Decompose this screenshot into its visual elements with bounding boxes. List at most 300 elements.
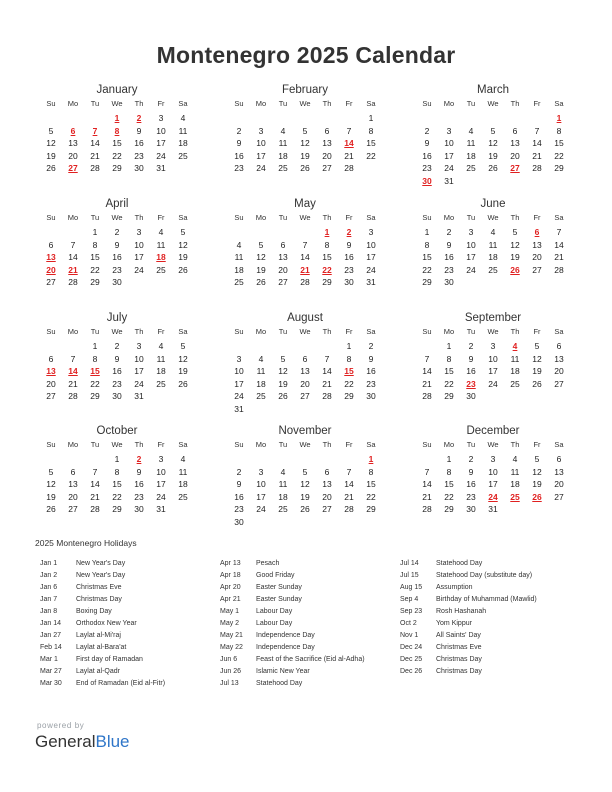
day: 25 <box>256 391 266 401</box>
day: 10 <box>256 479 266 489</box>
weekday-label: Th <box>134 440 144 449</box>
day: 21 <box>422 491 432 502</box>
day: 13 <box>322 138 332 148</box>
day: 18 <box>510 366 520 376</box>
day: 22 <box>444 378 454 389</box>
weekday-label: Sa <box>366 213 376 222</box>
weekday-label: Sa <box>178 213 188 222</box>
holiday-name: Christmas Day <box>76 596 122 603</box>
holiday-day: 21 <box>300 264 310 275</box>
day: 28 <box>322 391 332 401</box>
day: 3 <box>236 353 242 364</box>
holiday-date: Sep 4 <box>400 596 419 603</box>
brand-logo[interactable] <box>35 732 130 752</box>
day: 18 <box>234 264 244 275</box>
day: 9 <box>368 353 374 364</box>
day: 14 <box>422 479 432 489</box>
day: 17 <box>234 378 244 389</box>
day: 24 <box>488 378 498 389</box>
day: 14 <box>90 479 100 489</box>
day: 15 <box>322 252 332 262</box>
holiday-entry <box>40 642 210 654</box>
holiday-day: 13 <box>46 366 56 376</box>
weekday-header <box>228 439 382 453</box>
day: 12 <box>300 138 310 148</box>
day: 8 <box>346 353 352 364</box>
month-march <box>416 82 570 187</box>
empty-cell <box>294 112 316 125</box>
holiday-entry <box>220 606 390 618</box>
day: 27 <box>68 504 78 514</box>
weekday-header <box>40 439 194 453</box>
holiday-day: 1 <box>324 227 330 237</box>
holiday-day: 2 <box>136 454 142 464</box>
weekday-label: Tu <box>278 99 288 108</box>
day: 31 <box>134 391 144 401</box>
day: 12 <box>46 138 56 148</box>
day: 5 <box>48 125 54 136</box>
holiday-date: Dec 26 <box>400 668 423 675</box>
day: 11 <box>488 239 498 250</box>
weekday-label: Tu <box>278 440 288 449</box>
day: 3 <box>158 113 164 123</box>
holiday-entry <box>220 594 390 606</box>
month-name: May <box>294 198 316 210</box>
holiday-entry <box>400 630 570 642</box>
holiday-entry <box>220 678 390 690</box>
day: 7 <box>346 466 352 477</box>
day: 25 <box>178 491 188 502</box>
weekday-label: Fr <box>157 99 165 108</box>
day: 24 <box>444 163 454 173</box>
day: 26 <box>256 277 266 287</box>
empty-cell <box>250 340 272 353</box>
day: 14 <box>554 239 564 250</box>
holiday-day: 2 <box>136 113 142 123</box>
month-september <box>416 310 570 403</box>
holiday-day: 15 <box>344 366 354 376</box>
day: 8 <box>556 125 562 136</box>
day: 12 <box>178 239 188 250</box>
holiday-day: 6 <box>70 125 76 136</box>
weekday-label: Fr <box>345 440 353 449</box>
day: 14 <box>68 252 78 262</box>
day: 1 <box>92 227 98 237</box>
day: 12 <box>256 252 266 262</box>
day: 5 <box>280 353 286 364</box>
empty-cell <box>62 226 84 239</box>
holiday-day: 27 <box>68 163 78 173</box>
weekday-label: Su <box>46 99 56 108</box>
day: 23 <box>112 264 122 275</box>
day: 13 <box>510 138 520 148</box>
day: 21 <box>90 150 100 161</box>
holiday-date: Apr 21 <box>220 596 241 603</box>
day: 10 <box>156 125 166 136</box>
day: 22 <box>344 378 354 389</box>
day: 19 <box>256 264 266 275</box>
holiday-name: New Year's Day <box>76 560 126 567</box>
day: 8 <box>424 239 430 250</box>
day: 17 <box>488 366 498 376</box>
weekday-label: Tu <box>466 213 476 222</box>
day: 10 <box>134 239 144 250</box>
day: 23 <box>134 491 144 502</box>
weekday-label: Fr <box>157 213 165 222</box>
day: 11 <box>278 479 288 489</box>
day: 27 <box>554 491 564 502</box>
day: 15 <box>366 138 376 148</box>
day: 28 <box>422 391 432 401</box>
holiday-entry <box>400 606 570 618</box>
holiday-name: Birthday of Muhammad (Mawlid) <box>436 596 537 603</box>
day: 22 <box>112 491 122 502</box>
day: 25 <box>278 504 288 514</box>
holiday-date: Apr 13 <box>220 560 241 567</box>
month-name: July <box>106 312 128 324</box>
day: 24 <box>234 391 244 401</box>
day: 6 <box>556 454 562 464</box>
holiday-column <box>40 558 210 690</box>
day: 28 <box>422 504 432 514</box>
day: 28 <box>300 277 310 287</box>
holiday-day: 23 <box>466 378 476 389</box>
day: 7 <box>424 466 430 477</box>
holiday-date: Jan 6 <box>40 584 58 591</box>
day: 12 <box>532 466 542 477</box>
day: 22 <box>366 150 376 161</box>
weekday-label: Fr <box>157 440 165 449</box>
day: 25 <box>156 378 166 389</box>
day: 28 <box>90 504 100 514</box>
day: 26 <box>46 504 56 514</box>
holiday-day: 1 <box>556 113 562 123</box>
day: 16 <box>344 252 354 262</box>
day: 13 <box>554 466 564 477</box>
weekday-label: Sa <box>554 440 564 449</box>
empty-cell <box>338 453 360 466</box>
holiday-day: 13 <box>46 252 56 262</box>
weekday-label: We <box>111 327 123 336</box>
holiday-entry <box>40 594 210 606</box>
day: 2 <box>446 227 452 237</box>
day: 19 <box>488 150 498 161</box>
day: 26 <box>278 391 288 401</box>
holiday-name: End of Ramadan (Eid al-Fitr) <box>76 680 166 687</box>
day: 6 <box>280 239 286 250</box>
day: 23 <box>444 264 454 275</box>
day: 10 <box>256 138 266 148</box>
day: 17 <box>366 252 376 262</box>
day: 18 <box>256 378 266 389</box>
holiday-entry <box>220 582 390 594</box>
day: 13 <box>68 138 78 148</box>
day: 27 <box>278 277 288 287</box>
weekday-label: Mo <box>255 440 267 449</box>
days-grid <box>40 112 194 175</box>
day: 8 <box>324 239 330 250</box>
day: 18 <box>178 138 188 148</box>
day: 18 <box>178 479 188 489</box>
day: 20 <box>532 252 542 262</box>
day: 23 <box>112 378 122 389</box>
holiday-date: Mar 1 <box>40 656 58 663</box>
day: 4 <box>512 454 518 464</box>
weekday-label: Fr <box>533 99 541 108</box>
day: 25 <box>278 163 288 173</box>
day: 26 <box>532 378 542 389</box>
days-grid <box>416 112 570 187</box>
day: 17 <box>444 150 454 161</box>
days-grid <box>416 226 570 289</box>
days-grid <box>40 453 194 516</box>
empty-cell <box>250 226 272 239</box>
holiday-entry <box>220 654 390 666</box>
weekday-label: Fr <box>157 327 165 336</box>
day: 18 <box>510 479 520 489</box>
day: 5 <box>48 466 54 477</box>
empty-cell <box>40 112 62 125</box>
weekday-label: Mo <box>443 99 455 108</box>
day: 16 <box>234 150 244 161</box>
weekday-header <box>416 326 570 340</box>
day: 5 <box>258 239 264 250</box>
day: 24 <box>156 150 166 161</box>
day: 6 <box>556 341 562 351</box>
day: 27 <box>532 264 542 275</box>
holiday-date: May 22 <box>220 644 243 651</box>
page-title: Montenegro 2025 Calendar <box>156 42 456 68</box>
weekday-label: Su <box>422 99 432 108</box>
holiday-column <box>400 558 570 678</box>
day: 7 <box>324 353 330 364</box>
day: 17 <box>488 479 498 489</box>
weekday-header <box>40 326 194 340</box>
month-name: November <box>278 425 332 437</box>
day: 6 <box>302 353 308 364</box>
day: 9 <box>136 125 142 136</box>
month-december <box>416 423 570 516</box>
day: 10 <box>366 239 376 250</box>
day: 24 <box>466 264 476 275</box>
day: 2 <box>368 341 374 351</box>
day: 27 <box>46 391 56 401</box>
holiday-name: Feast of the Sacrifice (Eid al-Adha) <box>256 656 365 663</box>
holiday-entry <box>40 606 210 618</box>
holiday-name: Laylat al-Qadr <box>76 668 120 675</box>
holiday-date: Jan 2 <box>40 572 58 579</box>
holiday-day: 4 <box>512 341 518 351</box>
holiday-entry <box>400 618 570 630</box>
day: 15 <box>444 366 454 376</box>
weekday-label: We <box>299 327 311 336</box>
day: 9 <box>468 353 474 364</box>
empty-cell <box>338 112 360 125</box>
weekday-label: Sa <box>366 99 376 108</box>
holiday-date: Dec 25 <box>400 656 423 663</box>
day: 27 <box>554 378 564 389</box>
weekday-label: Sa <box>178 440 188 449</box>
day: 20 <box>510 150 520 161</box>
empty-cell <box>504 112 526 125</box>
weekday-label: Fr <box>345 99 353 108</box>
day: 10 <box>134 353 144 364</box>
day: 15 <box>366 479 376 489</box>
empty-cell <box>460 112 482 125</box>
weekday-label: Su <box>234 327 244 336</box>
empty-cell <box>62 340 84 353</box>
holiday-date: Mar 30 <box>40 680 62 687</box>
day: 14 <box>90 138 100 148</box>
day: 31 <box>366 277 376 287</box>
days-grid <box>228 453 382 528</box>
holiday-date: May 2 <box>220 620 240 627</box>
holiday-day: 30 <box>422 175 432 186</box>
day: 7 <box>346 125 352 136</box>
day: 13 <box>322 479 332 489</box>
day: 7 <box>70 353 76 364</box>
holiday-date: Nov 1 <box>400 632 419 639</box>
holiday-entry <box>400 582 570 594</box>
weekday-label: We <box>111 99 123 108</box>
holiday-name: Rosh Hashanah <box>436 608 487 615</box>
empty-cell <box>416 453 438 466</box>
weekday-label: Sa <box>366 440 376 449</box>
day: 9 <box>236 479 242 489</box>
day: 4 <box>158 341 164 351</box>
day: 15 <box>554 138 564 148</box>
weekday-label: Th <box>134 99 144 108</box>
day: 4 <box>180 454 186 464</box>
day: 4 <box>236 239 242 250</box>
day: 7 <box>556 227 562 237</box>
holiday-name: Pesach <box>256 560 280 567</box>
weekday-label: Th <box>322 99 332 108</box>
day: 4 <box>158 227 164 237</box>
holiday-day: 6 <box>534 227 540 237</box>
day: 11 <box>256 366 266 376</box>
holiday-name: Christmas Eve <box>436 644 482 651</box>
day: 19 <box>532 479 542 489</box>
day: 6 <box>324 466 330 477</box>
day: 29 <box>554 163 564 173</box>
weekday-label: Fr <box>533 327 541 336</box>
holiday-entry <box>40 558 210 570</box>
days-grid <box>416 340 570 403</box>
day: 3 <box>258 466 264 477</box>
day: 29 <box>112 163 122 173</box>
day: 4 <box>258 353 264 364</box>
weekday-label: Fr <box>533 440 541 449</box>
empty-cell <box>316 453 338 466</box>
weekday-label: We <box>487 440 499 449</box>
holiday-date: May 21 <box>220 632 243 639</box>
day: 17 <box>134 252 144 262</box>
day: 9 <box>424 138 430 148</box>
day: 20 <box>322 150 332 161</box>
day: 22 <box>554 150 564 161</box>
day: 23 <box>366 378 376 389</box>
day: 9 <box>346 239 352 250</box>
day: 11 <box>178 125 188 136</box>
month-april <box>40 196 194 289</box>
day: 16 <box>234 491 244 502</box>
weekday-label: Sa <box>554 213 564 222</box>
day: 16 <box>466 366 476 376</box>
weekday-label: We <box>487 327 499 336</box>
holiday-entry <box>40 630 210 642</box>
holiday-date: Apr 18 <box>220 572 241 579</box>
day: 28 <box>554 264 564 275</box>
month-june <box>416 196 570 289</box>
holiday-entry <box>40 678 210 690</box>
day: 10 <box>234 366 244 376</box>
day: 7 <box>534 125 540 136</box>
day: 23 <box>466 491 476 502</box>
weekday-label: Mo <box>255 327 267 336</box>
day: 14 <box>532 138 542 148</box>
holiday-date: Jan 27 <box>40 632 62 639</box>
day: 29 <box>344 391 354 401</box>
holiday-name: Independence Day <box>256 644 315 651</box>
day: 28 <box>344 504 354 514</box>
weekday-label: Tu <box>466 327 476 336</box>
day: 30 <box>466 504 476 514</box>
holiday-entry <box>40 582 210 594</box>
day: 29 <box>90 391 100 401</box>
day: 16 <box>134 479 144 489</box>
empty-cell <box>40 340 62 353</box>
day: 12 <box>46 479 56 489</box>
holiday-name: Statehood Day (substitute day) <box>436 572 533 579</box>
weekday-header <box>40 212 194 226</box>
day: 30 <box>444 277 454 287</box>
weekday-label: Th <box>322 213 332 222</box>
weekday-header <box>416 439 570 453</box>
day: 12 <box>488 138 498 148</box>
day: 15 <box>112 138 122 148</box>
holiday-date: May 1 <box>220 608 240 615</box>
day: 12 <box>278 366 288 376</box>
holiday-name: Christmas Eve <box>76 584 122 591</box>
day: 21 <box>344 491 354 502</box>
day: 13 <box>554 353 564 364</box>
day: 8 <box>92 239 98 250</box>
holiday-name: Labour Day <box>256 608 293 615</box>
weekday-label: Su <box>422 440 432 449</box>
weekday-label: Mo <box>67 213 79 222</box>
holiday-name: Good Friday <box>256 572 295 579</box>
day: 2 <box>236 466 242 477</box>
day: 17 <box>134 366 144 376</box>
day: 7 <box>92 466 98 477</box>
day: 19 <box>178 366 188 376</box>
weekday-label: Sa <box>178 327 188 336</box>
day: 4 <box>280 125 286 136</box>
day: 6 <box>48 353 54 364</box>
holiday-date: Jul 14 <box>400 560 419 567</box>
empty-cell <box>40 226 62 239</box>
weekday-label: We <box>487 213 499 222</box>
weekday-label: Su <box>46 213 56 222</box>
month-name: October <box>96 425 138 437</box>
day: 21 <box>344 150 354 161</box>
day: 19 <box>46 150 56 161</box>
day: 15 <box>422 252 432 262</box>
weekday-label: Mo <box>443 440 455 449</box>
day: 11 <box>156 239 166 250</box>
weekday-label: Su <box>422 213 432 222</box>
